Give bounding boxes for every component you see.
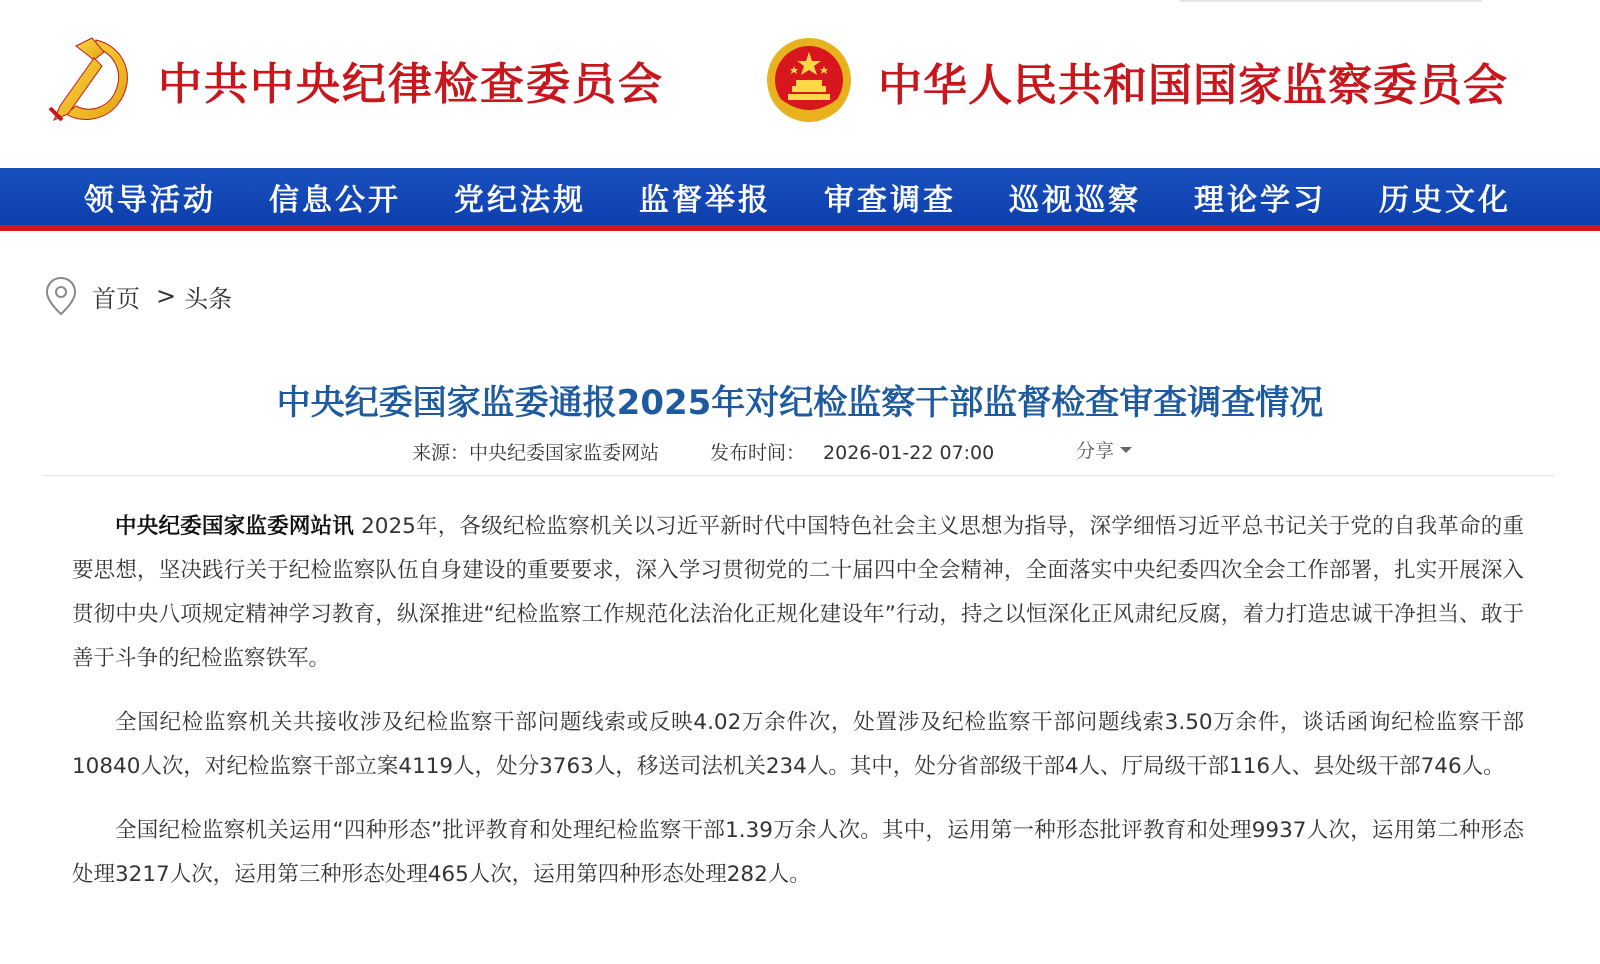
- nav-item-disclosure[interactable]: 信息公开: [269, 182, 401, 218]
- location-pin-icon: [44, 276, 78, 316]
- chevron-down-icon: [1120, 447, 1132, 453]
- main-nav: [0, 168, 1600, 231]
- nav-item-history[interactable]: 历史文化: [1379, 182, 1511, 218]
- meta-divider: [44, 475, 1554, 476]
- national-emblem-icon: [764, 34, 854, 128]
- nsc-title: 中华人民共和国国家监察委员会: [878, 60, 1508, 111]
- breadcrumb-current[interactable]: 头条: [184, 284, 233, 313]
- article-lead: 中央纪委国家监委网站讯: [115, 514, 355, 539]
- source-value: 中央纪委国家监委网站: [469, 442, 660, 464]
- time-value: 2026-01-22 07:00: [823, 442, 995, 464]
- article-time: [710, 438, 994, 465]
- nav-item-leadership[interactable]: 领导活动: [84, 182, 216, 218]
- breadcrumb: [44, 276, 232, 316]
- article-source: [412, 438, 659, 465]
- paragraph-text: 2025年，各级纪检监察机关以习近平新时代中国特色社会主义思想为指导，深学细悟习近平总书记关于党的自我革命的重要思想，坚决践行关于纪检监察队伍自身建设的重要要求，深入学习贯彻党的二十届四中全会精神，全面落实中央纪委四次全会工作部署，扎实开展深入贯彻中央八项规定精神学习教育，纵深推进“纪检监察工作规范化法治化正规化建设年”行动，持之以恒深化正风肃纪反腐，着力打造忠诚干净担当、敢于善于斗争的纪检监察铁军。: [72, 514, 1524, 671]
- site-header: [0, 0, 1600, 168]
- time-label: 发布时间：: [710, 442, 806, 464]
- cpc-ccdi-title: 中共中央纪律检查委员会: [158, 59, 664, 110]
- breadcrumb-home-link[interactable]: 首页: [92, 284, 140, 313]
- article-paragraph: 全国纪检监察机关运用“四种形态”批评教育和处理纪检监察干部1.39万余人次。其中，运用第一种形态批评教育和处理9937人次，运用第二种形态处理3217人次，运用第三种形态处理465人次，运用第四种形态处理282人。: [72, 818, 1524, 887]
- nav-item-theory[interactable]: 理论学习: [1194, 182, 1326, 218]
- share-label: 分享: [1076, 440, 1115, 462]
- article-paragraph: 全国纪检监察机关共接收涉及纪检监察干部问题线索或反映4.02万余件次，处置涉及纪检监察干部问题线索3.50万余件，谈话函询纪检监察干部10840人次，对纪检监察干部立案4119人，处分3763人，移送司法机关234人。其中，处分省部级干部4人、厅局级干部116人、县处级干部746人。: [72, 710, 1524, 779]
- nsc-brand[interactable]: [764, 34, 1508, 128]
- breadcrumb-separator: >: [156, 282, 177, 310]
- nav-item-inspection[interactable]: 巡视巡察: [1009, 182, 1141, 218]
- nav-item-regulations[interactable]: 党纪法规: [454, 182, 586, 218]
- nav-item-supervision[interactable]: 监督举报: [639, 182, 771, 218]
- article-body: [72, 505, 1524, 917]
- nav-item-investigation[interactable]: 审查调查: [824, 182, 956, 218]
- top-divider: [1180, 0, 1482, 2]
- source-label: 来源：: [412, 442, 470, 464]
- article-paragraph: [72, 505, 1524, 681]
- party-emblem-icon: [46, 34, 136, 126]
- cpc-ccdi-brand[interactable]: [46, 34, 664, 126]
- share-button[interactable]: [1076, 436, 1132, 463]
- article-title: 中央纪委国家监委通报2025年对纪检监察干部监督检查审查调查情况: [276, 382, 1324, 423]
